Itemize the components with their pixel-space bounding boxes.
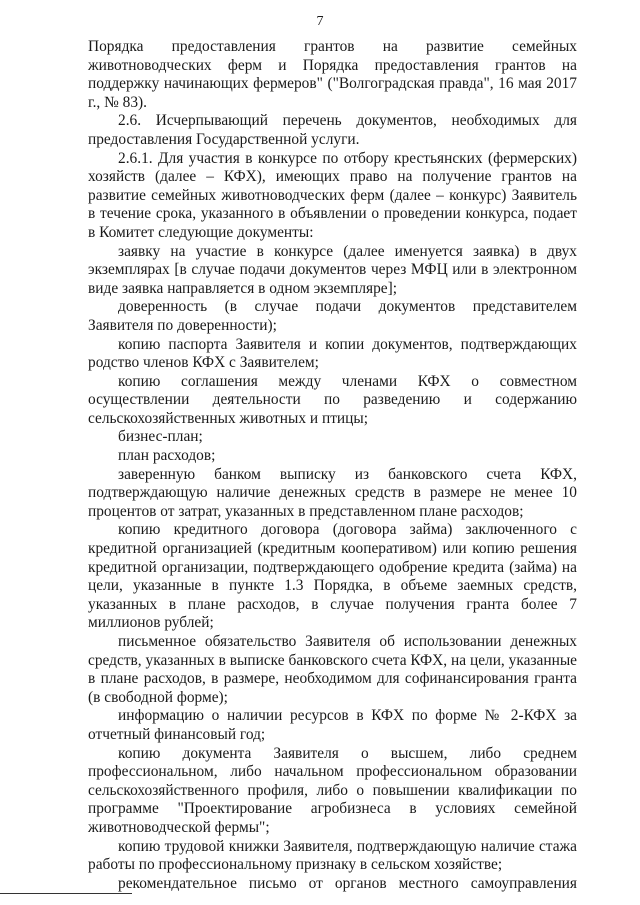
paragraph: заверенную банком выписку из банковского счета КФХ, подтверждающую наличие денежных средств в размере не менее 10 процентов от затрат, указанных в представленном плане расходов;: [88, 465, 577, 520]
paragraph: копию соглашения между членами КФХ о совместном осуществлении деятельности по разведению и содержанию сельскохозяйственных животных и птицы;: [88, 372, 577, 427]
paragraph: план расходов;: [118, 447, 216, 465]
paragraph: копию паспорта Заявителя и копии документов, подтверждающих родство членов КФХ с Заявителем;: [88, 335, 577, 372]
paragraph: 2.6.1. Для участия в конкурсе по отбору крестьянских (фермерских) хозяйств (далее – КФХ), имеющих право на получение грантов на развитие семейных животноводческих ферм (далее – конкурс) Заявитель в течение срока, указанного в объявлении о проведении конкурса, подает в Комитет следующие документы:: [88, 149, 577, 241]
paragraph: копию документа Заявителя о высшем, либо среднем профессиональном, либо начальном профессиональном образовании сельскохозяйственного профиля, либо о повышении квалификации по программе "Проектирование агробизнеса в условиях семейной животноводческой фермы";: [88, 744, 577, 836]
paragraph: заявку на участие в конкурсе (далее именуется заявка) в двух экземплярах [в случае подачи документов через МФЦ или в электронном виде заявка направляется в одном экземпляре];: [88, 242, 577, 297]
paragraph: Порядка предоставления грантов на развитие семейных животноводческих ферм и Порядка предоставления грантов на поддержку начинающих фермеров" ("Волгоградская правда", 16 мая 2017 г., № 83).: [88, 38, 577, 111]
document-body: [88, 38, 577, 893]
page-number: 7: [316, 14, 324, 29]
paragraph: копию кредитного договора (договора займа) заключенного с кредитной организацией (кредитным кооперативом) или копию решения кредитной организации, подтверждающего одобрение кредита (займа) на цели, указанные в пункте 1.3 Порядка, в объеме заемных средств, указанных в плане расходов, в случае получения гранта более 7 миллионов рублей;: [88, 521, 577, 632]
paragraph: рекомендательное письмо от органов местного самоуправления: [118, 874, 577, 892]
paragraph: бизнес-план;: [118, 428, 203, 446]
paragraph: копию трудовой книжки Заявителя, подтверждающую наличие стажа работы по профессиональному признаку в сельском хозяйстве;: [88, 837, 577, 874]
paragraph: 2.6. Исчерпывающий перечень документов, необходимых для предоставления Государственной услуги.: [88, 112, 577, 148]
paragraph: информацию о наличии ресурсов в КФХ по форме № 2-КФХ за отчетный финансовый год;: [88, 707, 577, 743]
paragraph: письменное обязательство Заявителя об использовании денежных средств, указанных в выписке банковского счета КФХ, на цели, указанные в плане расходов, в размере, необходимом для софинансирования гранта (в свободной форме);: [88, 633, 577, 706]
footnote-separator: [0, 893, 132, 894]
paragraph: доверенность (в случае подачи документов представителем Заявителя по доверенности);: [88, 298, 577, 334]
